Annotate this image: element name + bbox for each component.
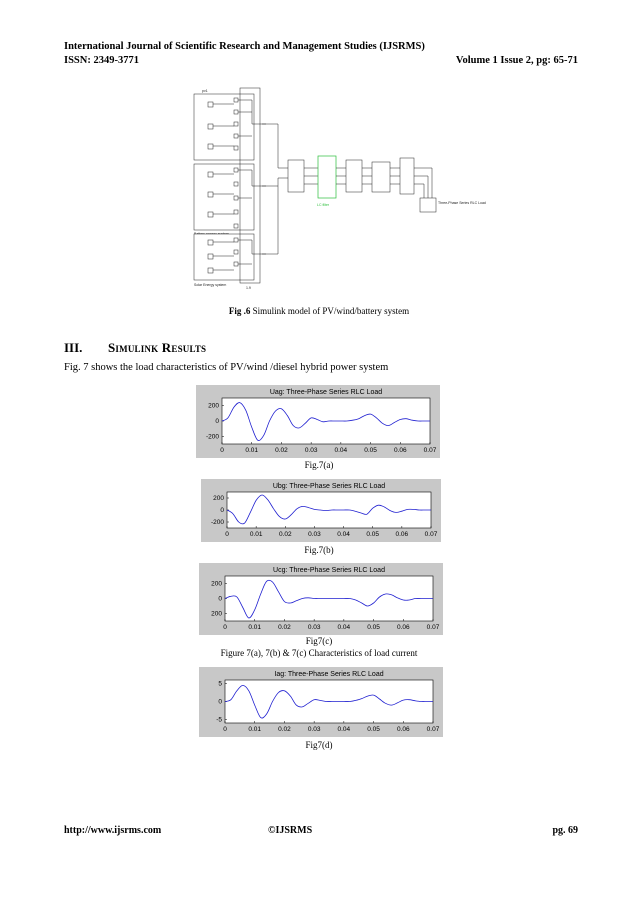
y-tick-label: -200: [205, 433, 219, 441]
y-tick-label: 200: [213, 495, 224, 502]
fig7c-label: Fig7(c): [305, 636, 333, 646]
y-tick-label: 200: [211, 580, 222, 588]
solar-label: Solar Energy system: [194, 283, 227, 287]
x-tick-label: 0.06: [396, 726, 410, 733]
x-tick-label: 0.02: [278, 624, 291, 631]
x-tick-label: 0.01: [248, 726, 262, 733]
x-tick-label: 0: [223, 726, 227, 733]
x-tick-label: 0.06: [393, 447, 407, 454]
issn: ISSN: 2349-3771: [64, 55, 139, 66]
rlc-load-block: [420, 198, 436, 212]
fig6-caption-text: Simulink model of PV/wind/battery system: [250, 306, 410, 316]
chart-ucg: [199, 563, 443, 635]
solar-group-frame: [194, 234, 254, 280]
x-tick-label: 0.04: [337, 531, 350, 538]
x-tick-label: 0.06: [395, 531, 409, 538]
ts-label: 1.9: [246, 286, 251, 290]
y-tick-label: -200: [210, 519, 224, 526]
lc-filter-label: LC filter: [317, 203, 330, 207]
measurement-block: [400, 158, 414, 194]
x-tick-label: 0.05: [366, 531, 380, 538]
chart-iag: [199, 667, 443, 737]
fig6-caption: [0, 306, 638, 316]
x-tick-label: 0.07: [423, 447, 437, 454]
fig7-current-caption: Figure 7(a), 7(b) & 7(c) Characteristics of load current: [220, 648, 418, 658]
breaker-block: [346, 160, 362, 192]
x-tick-label: 0.02: [278, 531, 292, 538]
x-tick-label: 0: [225, 531, 229, 538]
x-tick-label: 0.03: [308, 531, 321, 538]
x-tick-label: 0.03: [304, 447, 318, 454]
y-tick-label: 0: [215, 418, 219, 425]
plot-title: Uag: Three-Phase Series RLC Load: [269, 389, 383, 396]
y-tick-label: 200: [208, 402, 219, 410]
intro-paragraph: Fig. 7 shows the load characteristics of PV/wind /diesel hybrid power system: [64, 362, 389, 373]
pv-label: pv1: [202, 89, 208, 93]
y-tick-label: 5: [218, 680, 222, 688]
y-tick-label: 0: [218, 698, 222, 706]
section-title: Simulink Results: [108, 340, 207, 355]
plot-axes: [222, 398, 430, 444]
inverter-block: [288, 160, 304, 192]
x-tick-label: 0.03: [307, 624, 321, 631]
fig7b-label: Fig.7(b): [304, 545, 334, 555]
fig6-caption-num: Fig .6: [228, 306, 251, 316]
x-tick-label: 0.01: [249, 531, 263, 538]
footer-copyright: ©IJSRMS: [268, 825, 313, 836]
section-heading: [64, 340, 206, 356]
y-tick-label: 0: [218, 595, 222, 603]
x-tick-label: 0.05: [367, 726, 380, 733]
y-tick-label: 200: [211, 610, 222, 618]
x-tick-label: 0.01: [245, 447, 259, 454]
footer-url[interactable]: http://www.ijsrms.com: [64, 825, 162, 836]
footer-page: pg. 69: [552, 825, 578, 836]
x-tick-label: 0.05: [364, 447, 377, 454]
simulink-model-diagram: [186, 88, 486, 298]
transformer-block: [372, 162, 390, 192]
x-tick-label: 0.07: [424, 531, 438, 538]
x-tick-label: 0.01: [248, 624, 262, 631]
section-number: III.: [64, 340, 83, 355]
x-tick-label: 0.02: [275, 447, 288, 454]
load-label: Three-Phase Series RLC Load: [438, 201, 486, 205]
lc-filter-block: [318, 156, 336, 198]
y-tick-label: -5: [216, 716, 222, 724]
x-tick-label: 0: [220, 447, 224, 454]
plot-title: Iag: Three-Phase Series RLC Load: [274, 671, 384, 678]
x-tick-label: 0.04: [334, 447, 348, 454]
chart-ubg: [201, 479, 441, 542]
x-tick-label: 0.03: [307, 726, 321, 733]
x-tick-label: 0: [223, 624, 227, 631]
x-tick-label: 0.07: [426, 624, 440, 631]
fig7d-label: Fig7(d): [305, 740, 333, 750]
fig7a-label: Fig.7(a): [304, 460, 334, 470]
x-tick-label: 0.06: [396, 624, 410, 631]
plot-title: Ucg: Three-Phase Series RLC Load: [273, 567, 385, 574]
x-tick-label: 0.07: [426, 726, 440, 733]
volume-info: Volume 1 Issue 2, pg: 65-71: [455, 55, 578, 66]
x-tick-label: 0.02: [278, 726, 291, 733]
x-tick-label: 0.04: [337, 726, 351, 733]
x-tick-label: 0.05: [367, 624, 380, 631]
y-tick-label: 0: [220, 507, 224, 514]
plot-title: Ubg: Three-Phase Series RLC Load: [272, 483, 386, 490]
x-tick-label: 0.04: [337, 624, 351, 631]
journal-title: International Journal of Scientific Research and Management Studies (IJSRMS): [64, 41, 425, 52]
chart-uag: [196, 385, 440, 458]
